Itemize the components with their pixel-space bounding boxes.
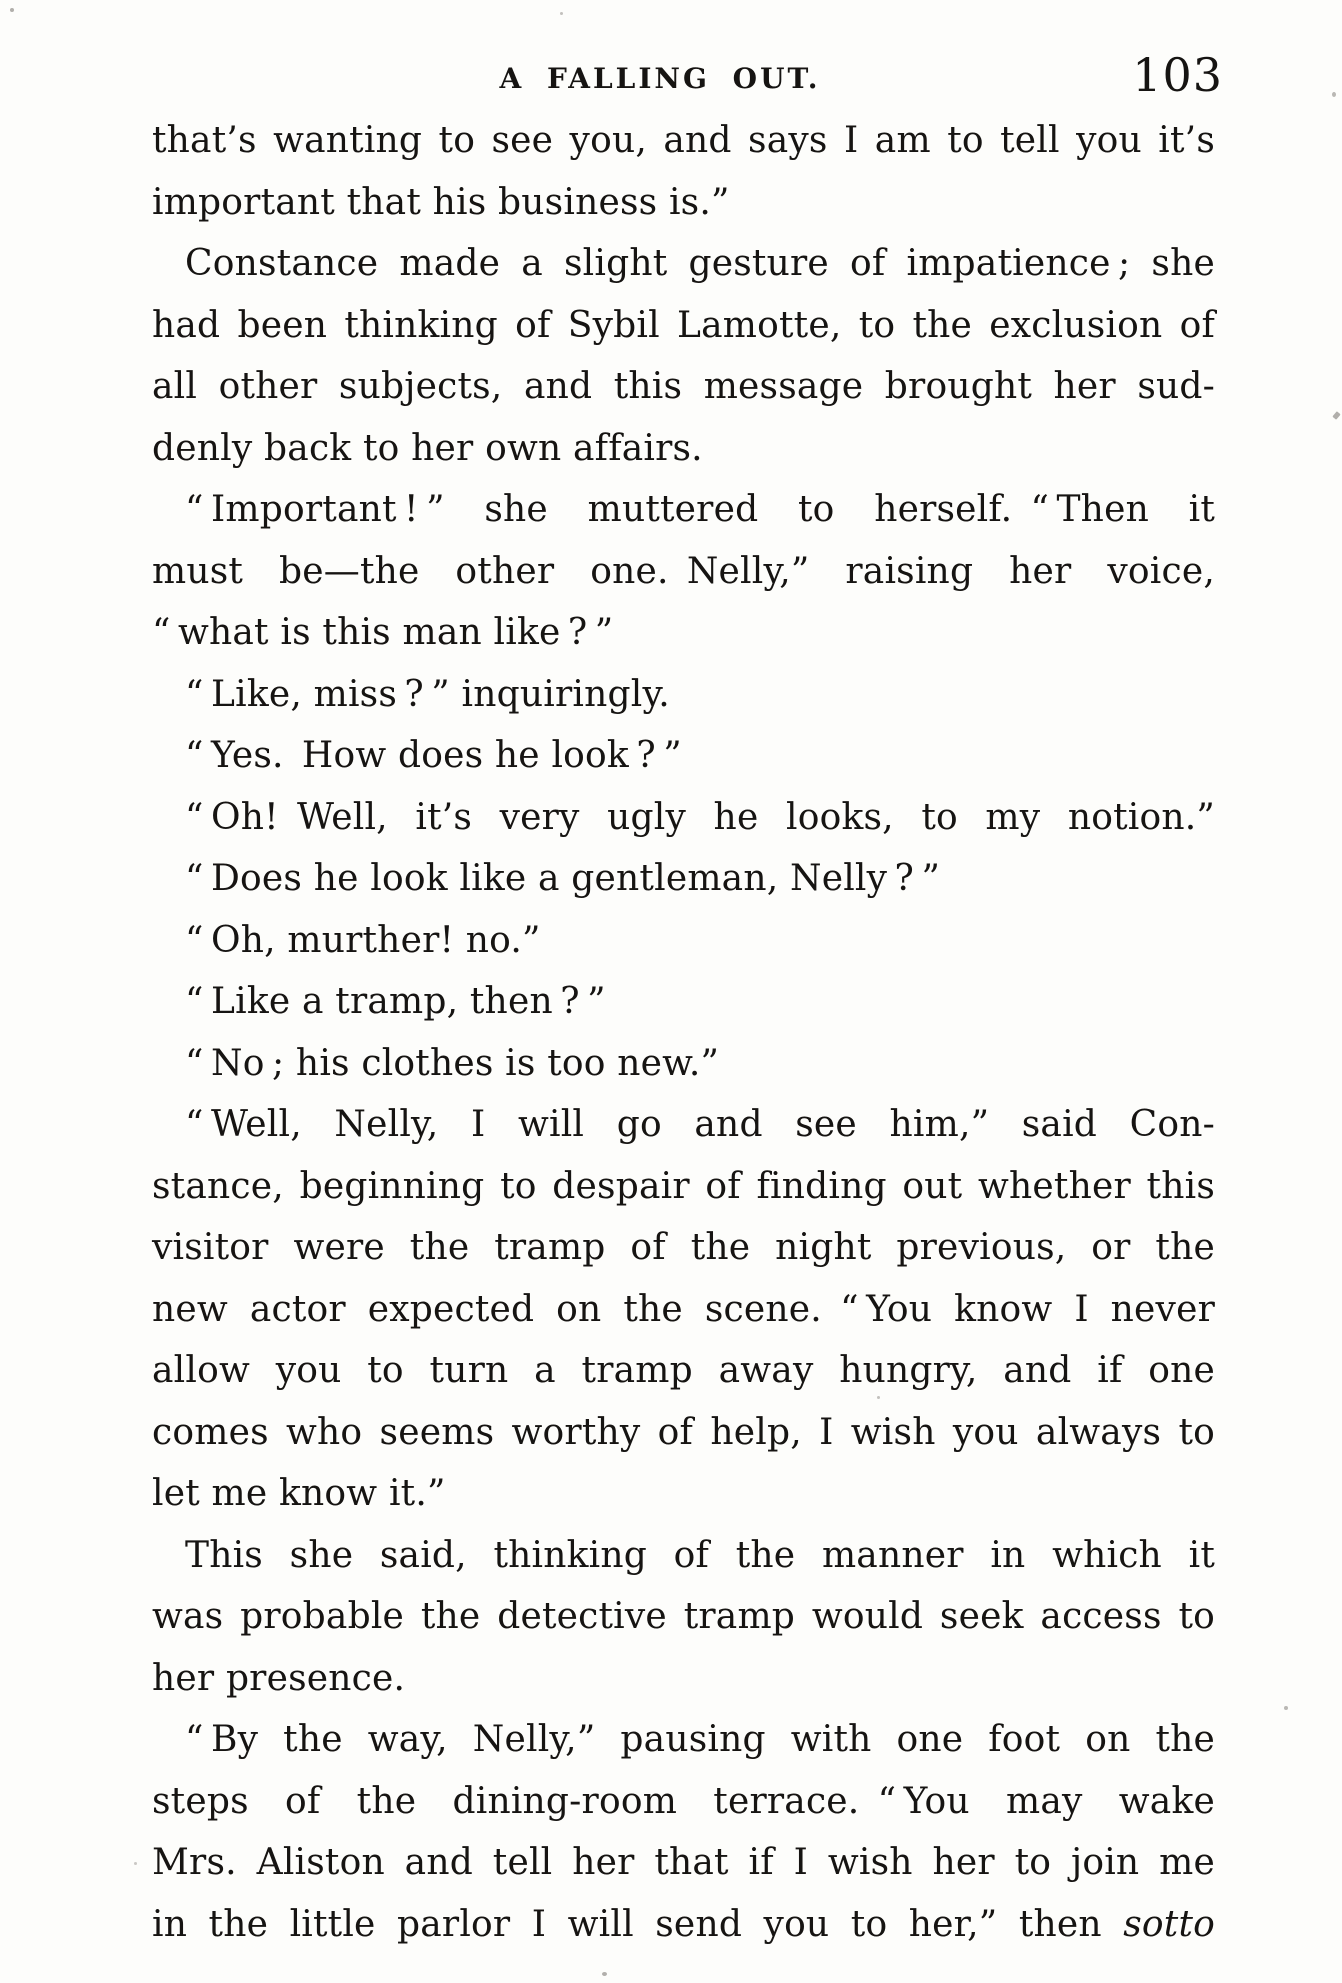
body-line-text: let me know it.” [152,1473,446,1514]
body-line [152,910,1215,972]
body-line [152,1771,1215,1833]
body-line [152,664,1215,726]
body-line-text: “ Like a tramp, then ? ” [185,981,606,1022]
running-head: A FALLING OUT. [499,62,821,95]
body-line-text: all other subjects, and this message brought her sud- [152,366,1215,407]
body-line-text: “ Does he look like a gentleman, Nelly ? ” [185,858,941,899]
body-line [152,1033,1215,1095]
body-line [152,1894,1215,1956]
body-line-text: Mrs. Aliston and tell her that if I wish her to join me [152,1842,1215,1883]
body-line [152,479,1215,541]
body-line-text: visitor were the tramp of the night previous, or the [152,1227,1215,1268]
body-line-text: stance, beginning to despair of finding out whether this [152,1165,1215,1207]
body-line-text: denly back to her own affairs. [152,427,703,469]
body-line [152,1094,1215,1156]
body-line [152,356,1215,418]
body-line [152,1586,1215,1648]
body-line-text: must be—the other one. Nelly,” raising her voice, [152,550,1215,592]
body-line-text: important that his business is.” [152,181,730,223]
scan-speck [1284,1706,1288,1710]
body-line-text: This she said, thinking of the manner in which it [185,1534,1215,1576]
body-line [152,787,1215,849]
body-line-text: “ By the way, Nelly,” pausing with one foot on the [185,1719,1215,1760]
body-line [152,602,1215,664]
body-line [152,172,1215,234]
body-line-text: “ Well, Nelly, I will go and see him,” said Con- [185,1104,1215,1145]
body-line [152,848,1215,910]
scan-speck [10,8,14,12]
page-number: 103 [1132,48,1223,102]
body-line [152,1648,1215,1710]
body-line-text: that’s wanting to see you, and says I am to tell you it’s [152,120,1215,161]
scan-speck [602,1972,607,1976]
body-line-text: “ Yes. How does he look ? ” [185,735,682,776]
body-line-text: “ Like, miss ? ” inquiringly. [185,673,670,715]
text-block [152,110,1215,1955]
body-line-text: comes who seems worthy of help, I wish you always to [152,1411,1215,1453]
scan-speck [1034,1126,1038,1130]
body-line [152,1463,1215,1525]
body-line-text: in the little parlor I will send you to her,” then [152,1903,1124,1945]
body-line-italic: sotto [1123,1903,1215,1945]
body-line [152,1832,1215,1894]
body-line-text: steps of the dining-room terrace. “ You may wake [152,1780,1215,1822]
scan-speck [1332,92,1336,97]
body-line-text: “ Oh, murther! no.” [185,919,541,961]
body-line [152,1279,1215,1341]
scan-speck [134,1862,137,1865]
body-line [152,295,1215,357]
body-line [152,1156,1215,1218]
body-line-text: had been thinking of Sybil Lamotte, to the exclusion of [152,304,1215,346]
body-line [152,1340,1215,1402]
body-line-text: “ Oh! Well, it’s very ugly he looks, to my notion.” [185,796,1215,838]
body-line-text: her presence. [152,1657,406,1699]
body-line [152,971,1215,1033]
body-line [152,725,1215,787]
body-line-text: “ No ; his clothes is too new.” [185,1042,720,1084]
scan-speck [877,1396,880,1399]
body-line-text: “ Important ! ” she muttered to herself. “ Then it [185,489,1215,530]
body-line-text: was probable the detective tramp would seek access to [152,1596,1215,1637]
scan-speck [560,12,563,15]
body-line [152,1525,1215,1587]
body-line-text: Constance made a slight gesture of impatience ; she [185,243,1215,284]
body-line-text: new actor expected on the scene. “ You know I never [152,1288,1215,1330]
body-line [152,541,1215,603]
body-line [152,1402,1215,1464]
body-line [152,1217,1215,1279]
body-line-text: “ what is this man like ? ” [152,612,614,653]
body-line [152,233,1215,295]
scan-speck [1332,411,1340,420]
body-line [152,110,1215,172]
body-line [152,418,1215,480]
body-line-text: allow you to turn a tramp away hungry, and if one [152,1350,1215,1391]
body-line [152,1709,1215,1771]
